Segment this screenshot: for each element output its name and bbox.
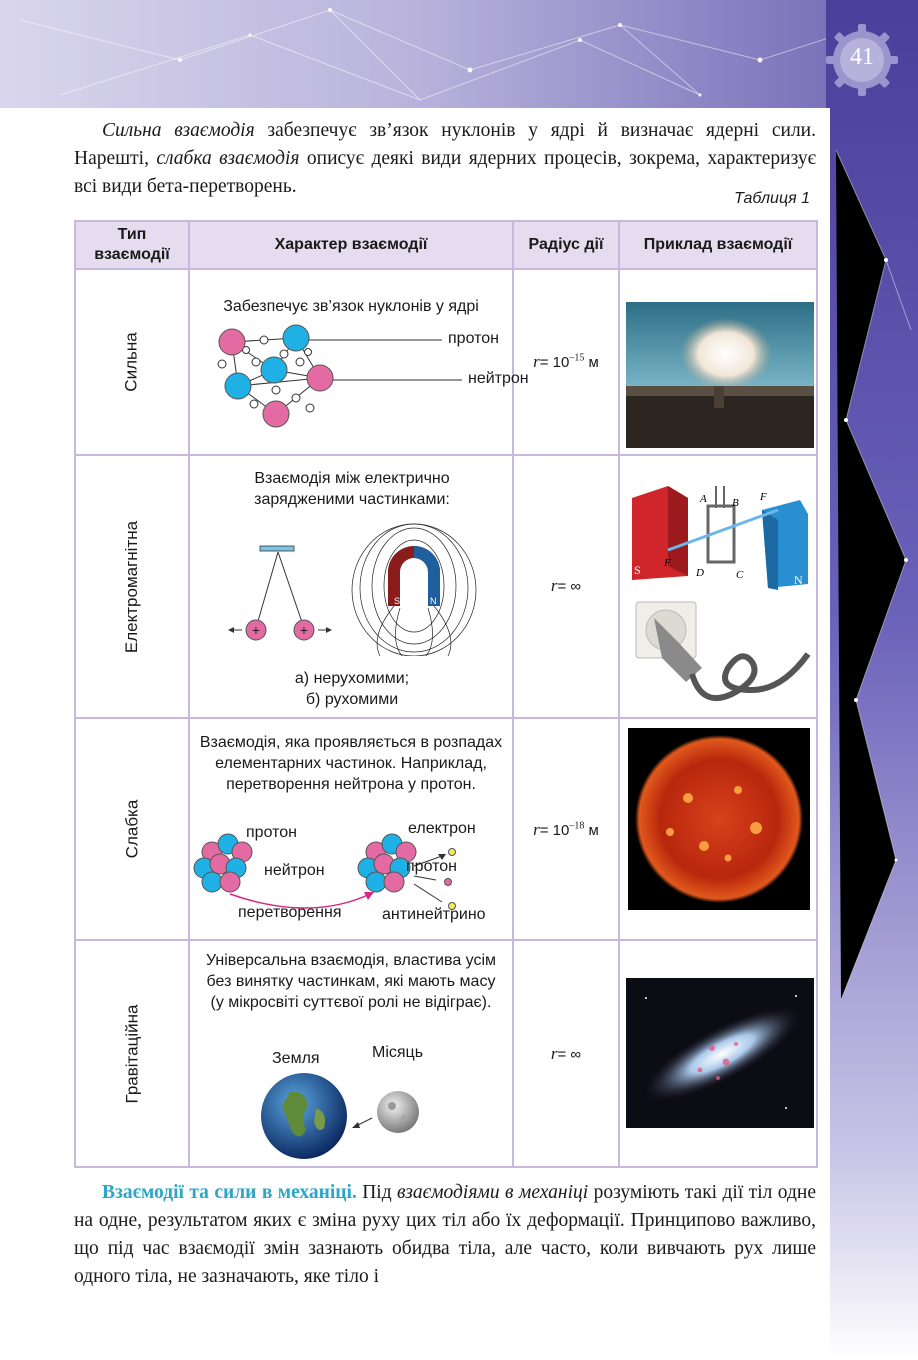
label-electron: електрон [408,820,476,837]
svg-text:N: N [430,596,437,606]
section-text-1: Під [356,1182,398,1203]
label-antineutrino: антинейтрино [382,906,486,923]
radius-strong: $r= 10^{-15}$ м [533,352,599,371]
page-number: 41 [850,44,874,70]
section-heading: Взаємодії та сили в механіці. [102,1182,357,1203]
row-type-strong: Сильна [122,332,141,392]
magnet-field-diagram [350,516,480,656]
header-type: Тип взаємодії [94,226,170,263]
row-desc-weak: Взаємодія, яка проявляється в розпадах елементарних частинок. Наприклад, перетворення нейтрона у протон. [199,734,503,793]
sun-photo [628,728,810,910]
nuclear-explosion-photo [626,302,814,448]
electric-plug-illustration [632,598,812,712]
label-weak-proton: протон [246,824,297,841]
charged-spheres-diagram [218,522,348,642]
label-moving: б) рухомими [305,691,399,708]
label-stationary: а) нерухомими; [294,670,410,687]
header-example: Приклад взаємодії [643,236,793,253]
column-divider [618,222,620,1166]
header-radius: Радіус дії [528,236,604,253]
row-type-weak: Слабка [122,799,141,859]
side-band [826,0,918,1360]
term-strong: Сильна взаємодія [102,120,255,141]
radius-weak: $r= 10^{-18}$ м [533,820,599,839]
label-weak-proton-2: протон [406,858,457,875]
svg-text:S: S [394,596,401,606]
header-character: Характер взаємодії [274,236,428,253]
svg-text:N: N [794,573,803,587]
label-neutron: нейтрон [468,370,529,387]
svg-text:F: F [760,491,767,503]
galaxy-photo [626,978,814,1128]
label-proton: протон [448,330,499,347]
side-constellation [826,0,918,1360]
label-moon: Місяць [372,1044,424,1061]
em-labels [212,668,492,710]
section-text-2: розуміють такі дії тіл одне на одне, результатом яких є зміна руху цих тіл або їх деформації. Принципово важливо, що під час взаємодії змін зазнають обидва тіла, але часто, коли вивчають рух лише одного тіла, не зазначають, яке тіло і [74,1182,816,1287]
section-term: взаємодіями в механіці [397,1182,589,1203]
svg-text:A: A [700,493,707,505]
row-desc-grav: Універсальна взаємодія, властива усім без винятку частинкам, які мають масу (у мікросвіті суттєвої ролі не відіграє). [205,952,497,1011]
radius-em: r= ∞ [550,576,582,595]
row-type-grav: Гравітаційна [122,1004,141,1103]
radius-grav: r= ∞ [550,1044,582,1063]
row-type-em: Електромагнітна [122,520,141,653]
svg-text:S: S [634,563,641,577]
svg-text:B: B [732,497,739,509]
svg-text:C: C [736,569,744,581]
earth-moon-illustration [260,1072,420,1162]
intro-paragraph [74,117,816,201]
svg-text:+: + [251,622,261,638]
intro-text-2: описує деякі види ядерних процесів, зокрема, характеризує всі види бета-перетворень. [74,148,816,197]
constellation-decoration [0,0,918,108]
header-band [0,0,918,108]
row-desc-strong: Забезпечує зв’язок нуклонів у ядрі [223,298,479,315]
svg-text:+: + [299,622,309,638]
label-transformation: перетворення [238,904,342,921]
svg-text:D: D [696,567,704,579]
row-desc-em: Взаємодія між електрично зарядженими частинками: [254,470,450,508]
table-header [76,222,816,270]
svg-text:F: F [664,557,671,569]
intro-text-1: забезпечує зв’язок нуклонів у ядрі й визначає ядерні сили. Нарешті, [74,120,816,169]
label-weak-neutron: нейтрон [264,862,325,879]
column-divider [188,222,190,1166]
magnet-coil-illustration [628,480,812,590]
label-earth: Земля [272,1050,320,1067]
section-paragraph [74,1179,816,1291]
interactions-table [74,220,818,1168]
table-caption: Таблиця 1 [734,190,810,207]
term-weak: слабка взаємодія [156,148,300,169]
